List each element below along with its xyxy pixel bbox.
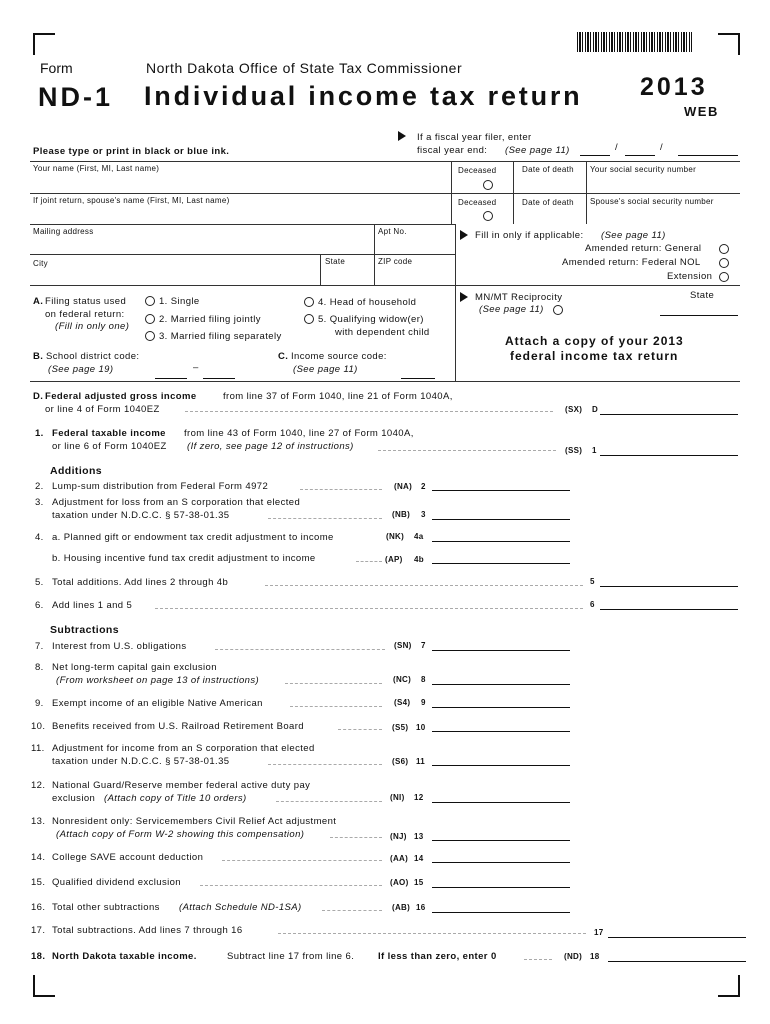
zip-label: ZIP code bbox=[378, 257, 413, 266]
fiscal-year-text: If a fiscal year filer, enter bbox=[417, 132, 532, 143]
line-13-text2: (Attach copy of Form W-2 showing this compensation) bbox=[56, 829, 305, 840]
spouse-name-label: If joint return, spouse's name (First, MI, Last name) bbox=[33, 196, 230, 205]
line-3-code: (NB) bbox=[392, 510, 411, 519]
line-4b-text: b. Housing incentive fund tax credit adjustment to income bbox=[52, 553, 316, 564]
line-5-num: 5. bbox=[35, 577, 44, 588]
status-joint-radio[interactable] bbox=[145, 314, 155, 324]
school-district-dash: – bbox=[193, 362, 199, 373]
line-8-num: 8. bbox=[35, 662, 44, 673]
ink-instruction: Please type or print in black or blue ink. bbox=[33, 146, 230, 157]
line-d-text2: or line 4 of Form 1040EZ bbox=[45, 404, 160, 415]
line-d-text: from line 37 of Form 1040, line 21 of Form 1040A, bbox=[223, 391, 453, 402]
line-2-ref: 2 bbox=[421, 482, 426, 491]
line-6-ref: 6 bbox=[590, 600, 595, 609]
line-14-text: College SAVE account deduction bbox=[52, 852, 204, 863]
fiscal-day-field[interactable] bbox=[625, 155, 655, 156]
line-1-text2: or line 6 of Form 1040EZ bbox=[52, 441, 167, 452]
spouse-deceased-checkbox[interactable] bbox=[483, 211, 493, 221]
line-12-num: 12. bbox=[31, 780, 46, 791]
line-13-field[interactable] bbox=[432, 840, 570, 841]
line-11-num: 11. bbox=[31, 743, 45, 754]
income-source-ref: (See page 11) bbox=[293, 364, 358, 375]
reciprocity-ref: (See page 11) bbox=[479, 304, 544, 315]
line-11-text: Adjustment for income from an S corporation that elected bbox=[52, 743, 315, 754]
reciprocity-label: MN/MT Reciprocity bbox=[475, 292, 563, 303]
extension-checkbox[interactable] bbox=[719, 272, 729, 282]
income-source-label: Income source code: bbox=[291, 351, 387, 362]
line-6-field[interactable] bbox=[600, 609, 738, 610]
line-12-text2: exclusion bbox=[52, 793, 96, 804]
line-11-field[interactable] bbox=[432, 765, 570, 766]
line-15-ref: 15 bbox=[414, 878, 424, 887]
line-12-ref: 12 bbox=[414, 793, 424, 802]
arrow-icon bbox=[460, 230, 468, 240]
line-1-ital: (If zero, see page 12 of instructions) bbox=[187, 441, 354, 452]
fiscal-month-field[interactable] bbox=[580, 155, 610, 156]
filing-status-label-2: on federal return: bbox=[45, 309, 125, 320]
line-4b-field[interactable] bbox=[432, 563, 570, 564]
corner-mark-top-left bbox=[33, 33, 55, 55]
line-16-code: (AB) bbox=[392, 903, 411, 912]
line-16-field[interactable] bbox=[432, 912, 570, 913]
line-12-field[interactable] bbox=[432, 802, 570, 803]
line-10-num: 10. bbox=[31, 721, 46, 732]
line-1-field[interactable] bbox=[600, 455, 738, 456]
fiscal-slash-2: / bbox=[660, 142, 664, 153]
line-3-text2: taxation under N.D.C.C. § 57-38-01.35 bbox=[52, 510, 230, 521]
line-5-field[interactable] bbox=[600, 586, 738, 587]
line-5-text: Total additions. Add lines 2 through 4b bbox=[52, 577, 229, 588]
line-4b-ref: 4b bbox=[414, 555, 424, 564]
line-3-text: Adjustment for loss from an S corporation that elected bbox=[52, 497, 301, 508]
line-17-text: Total subtractions. Add lines 7 through 16 bbox=[52, 925, 243, 936]
line-3-num: 3. bbox=[35, 497, 44, 508]
school-district-letter: B. bbox=[33, 351, 44, 362]
line-4-num: 4. bbox=[35, 532, 44, 543]
line-14-field[interactable] bbox=[432, 862, 570, 863]
line-1-ref: 1 bbox=[592, 446, 597, 455]
school-district-field-2[interactable] bbox=[203, 378, 235, 379]
line-18-bold2: If less than zero, enter 0 bbox=[378, 951, 497, 962]
amended-general-checkbox[interactable] bbox=[719, 244, 729, 254]
subtractions-heading: Subtractions bbox=[50, 624, 119, 636]
line-8-ref: 8 bbox=[421, 675, 426, 684]
line-18-code: (ND) bbox=[564, 952, 583, 961]
line-18-text: Subtract line 17 from line 6. bbox=[227, 951, 355, 962]
line-13-code: (NJ) bbox=[390, 832, 407, 841]
fill-only-label: Fill in only if applicable: bbox=[475, 230, 584, 241]
income-source-letter: C. bbox=[278, 351, 289, 362]
filing-status-label: Filing status used bbox=[45, 296, 127, 307]
amended-federal-checkbox[interactable] bbox=[719, 258, 729, 268]
city-label: City bbox=[33, 259, 48, 268]
your-ssn-label: Your social security number bbox=[590, 165, 697, 174]
line-1-num: 1. bbox=[35, 428, 44, 439]
line-6-num: 6. bbox=[35, 600, 44, 611]
line-10-text: Benefits received from U.S. Railroad Retirement Board bbox=[52, 721, 304, 732]
line-7-field[interactable] bbox=[432, 650, 570, 651]
line-9-field[interactable] bbox=[432, 707, 570, 708]
income-source-field[interactable] bbox=[401, 378, 435, 379]
filing-status-letter: A. bbox=[33, 296, 44, 307]
line-11-ref: 11 bbox=[416, 757, 426, 766]
status-separate-radio[interactable] bbox=[145, 331, 155, 341]
attach-copy-line1: Attach a copy of your 2013 bbox=[505, 334, 684, 348]
line-17-ref: 17 bbox=[594, 928, 604, 937]
line-4a-field[interactable] bbox=[432, 541, 570, 542]
line-18-ref: 18 bbox=[590, 952, 600, 961]
line-8-field[interactable] bbox=[432, 684, 570, 685]
fiscal-year-end-label: fiscal year end: bbox=[417, 145, 488, 156]
line-7-code: (SN) bbox=[394, 641, 412, 650]
line-13-text: Nonresident only: Servicemembers Civil Relief Act adjustment bbox=[52, 816, 337, 827]
line-12-text: National Guard/Reserve member federal active duty pay bbox=[52, 780, 311, 791]
corner-mark-bottom-left bbox=[33, 975, 55, 997]
status-joint-label: 2. Married filing jointly bbox=[159, 314, 261, 325]
line-d-num: D bbox=[592, 405, 599, 414]
status-head-radio[interactable] bbox=[304, 297, 314, 307]
barcode bbox=[577, 32, 692, 52]
line-7-ref: 7 bbox=[421, 641, 426, 650]
status-single-radio[interactable] bbox=[145, 296, 155, 306]
attach-copy-line2: federal income tax return bbox=[510, 349, 679, 363]
line-18-field[interactable] bbox=[608, 961, 746, 962]
line-8-code: (NC) bbox=[393, 675, 412, 684]
amended-general-label: Amended return: General bbox=[585, 243, 702, 254]
amended-federal-label: Amended return: Federal NOL bbox=[562, 257, 701, 268]
spouse-ssn-label: Spouse's social security number bbox=[590, 197, 714, 206]
line-2-code: (NA) bbox=[394, 482, 413, 491]
status-head-label: 4. Head of household bbox=[318, 297, 417, 308]
school-district-field-1[interactable] bbox=[155, 378, 187, 379]
line-d-field[interactable] bbox=[600, 414, 738, 415]
line-9-text: Exempt income of an eligible Native American bbox=[52, 698, 263, 709]
line-16-ref: 16 bbox=[416, 903, 426, 912]
line-15-num: 15. bbox=[31, 877, 46, 888]
spouse-deceased-label: Deceased bbox=[458, 198, 497, 207]
line-3-field[interactable] bbox=[432, 519, 570, 520]
id-box-top bbox=[30, 161, 740, 162]
line-d-code: (SX) bbox=[565, 405, 583, 414]
filing-status-note: (Fill in only one) bbox=[55, 321, 130, 332]
line-9-num: 9. bbox=[35, 698, 44, 709]
line-1-text: from line 43 of Form 1040, line 27 of Form 1040A, bbox=[184, 428, 414, 439]
line-2-field[interactable] bbox=[432, 490, 570, 491]
fiscal-year-field[interactable] bbox=[678, 155, 738, 156]
corner-mark-top-right bbox=[718, 33, 740, 55]
fiscal-slash-1: / bbox=[615, 142, 619, 153]
deceased-label: Deceased bbox=[458, 166, 497, 175]
additions-heading: Additions bbox=[50, 465, 103, 477]
line-2-num: 2. bbox=[35, 481, 44, 492]
line-15-field[interactable] bbox=[432, 887, 570, 888]
line-3-ref: 3 bbox=[421, 510, 426, 519]
line-15-code: (AO) bbox=[390, 878, 409, 887]
form-title: Individual income tax return bbox=[144, 81, 583, 111]
line-15-text: Qualified dividend exclusion bbox=[52, 877, 181, 888]
edition-label: WEB bbox=[684, 104, 719, 119]
line-8-text2: (From worksheet on page 13 of instructions) bbox=[56, 675, 260, 686]
line-2-text: Lump-sum distribution from Federal Form 4972 bbox=[52, 481, 269, 492]
fiscal-year-ref: (See page 11) bbox=[505, 145, 570, 156]
line-7-num: 7. bbox=[35, 641, 44, 652]
status-single-label: 1. Single bbox=[159, 296, 200, 307]
line-10-field[interactable] bbox=[432, 731, 570, 732]
form-label: Form bbox=[40, 60, 73, 76]
line-18-num: 18. bbox=[31, 951, 46, 962]
line-6-text: Add lines 1 and 5 bbox=[52, 600, 133, 611]
extension-label: Extension bbox=[667, 271, 713, 282]
line-9-code: (S4) bbox=[394, 698, 411, 707]
line-4a-ref: 4a bbox=[414, 532, 424, 541]
line-16-ital: (Attach Schedule ND-1SA) bbox=[179, 902, 302, 913]
status-separate-label: 3. Married filing separately bbox=[159, 331, 282, 342]
line-1-bold: Federal taxable income bbox=[52, 428, 166, 439]
line-4a-code: (NK) bbox=[386, 532, 405, 541]
state-label: State bbox=[325, 257, 346, 266]
line-11-code: (S6) bbox=[392, 757, 409, 766]
line-4a-text: a. Planned gift or endowment tax credit adjustment to income bbox=[52, 532, 334, 543]
agency-name: North Dakota Office of State Tax Commissioner bbox=[146, 60, 463, 76]
line-d-bold: Federal adjusted gross income bbox=[45, 391, 197, 402]
apt-no-label: Apt No. bbox=[378, 227, 407, 236]
tax-year: 2013 bbox=[640, 73, 708, 101]
line-11-text2: taxation under N.D.C.C. § 57-38-01.35 bbox=[52, 756, 230, 767]
status-widow-label: 5. Qualifying widow(er) bbox=[318, 314, 424, 325]
form-number: ND-1 bbox=[38, 82, 114, 112]
school-district-label: School district code: bbox=[46, 351, 140, 362]
line-14-num: 14. bbox=[31, 852, 46, 863]
line-17-field[interactable] bbox=[608, 937, 746, 938]
line-12-code: (NI) bbox=[390, 793, 405, 802]
line-13-ref: 13 bbox=[414, 832, 424, 841]
line-12-ital: (Attach copy of Title 10 orders) bbox=[104, 793, 247, 804]
line-18-bold: North Dakota taxable income. bbox=[52, 951, 197, 962]
line-8-text: Net long-term capital gain exclusion bbox=[52, 662, 217, 673]
reciprocity-checkbox[interactable] bbox=[553, 305, 563, 315]
reciprocity-state-field[interactable] bbox=[660, 315, 738, 316]
line-1-code: (SS) bbox=[565, 446, 583, 455]
arrow-icon bbox=[398, 131, 406, 141]
line-14-code: (AA) bbox=[390, 854, 409, 863]
line-10-code: (S5) bbox=[392, 723, 409, 732]
date-of-death-label: Date of death bbox=[522, 165, 574, 174]
line-16-text: Total other subtractions bbox=[52, 902, 160, 913]
status-widow-label-2: with dependent child bbox=[335, 327, 430, 338]
line-5-ref: 5 bbox=[590, 577, 595, 586]
line-17-num: 17. bbox=[31, 925, 46, 936]
status-widow-radio[interactable] bbox=[304, 314, 314, 324]
line-10-ref: 10 bbox=[416, 723, 426, 732]
line-7-text: Interest from U.S. obligations bbox=[52, 641, 187, 652]
line-4b-code: (AP) bbox=[385, 555, 403, 564]
line-9-ref: 9 bbox=[421, 698, 426, 707]
line-d-letter: D. bbox=[33, 391, 44, 402]
line-13-num: 13. bbox=[31, 816, 46, 827]
arrow-icon bbox=[460, 292, 468, 302]
line-14-ref: 14 bbox=[414, 854, 424, 863]
fill-only-ref: (See page 11) bbox=[601, 230, 666, 241]
your-name-label: Your name (First, MI, Last name) bbox=[33, 164, 160, 173]
line-16-num: 16. bbox=[31, 902, 46, 913]
corner-mark-bottom-right bbox=[718, 975, 740, 997]
spouse-date-of-death-label: Date of death bbox=[522, 198, 574, 207]
deceased-checkbox[interactable] bbox=[483, 180, 493, 190]
reciprocity-state-label: State bbox=[690, 290, 715, 301]
school-district-ref: (See page 19) bbox=[48, 364, 114, 375]
mailing-address-label: Mailing address bbox=[33, 227, 94, 236]
